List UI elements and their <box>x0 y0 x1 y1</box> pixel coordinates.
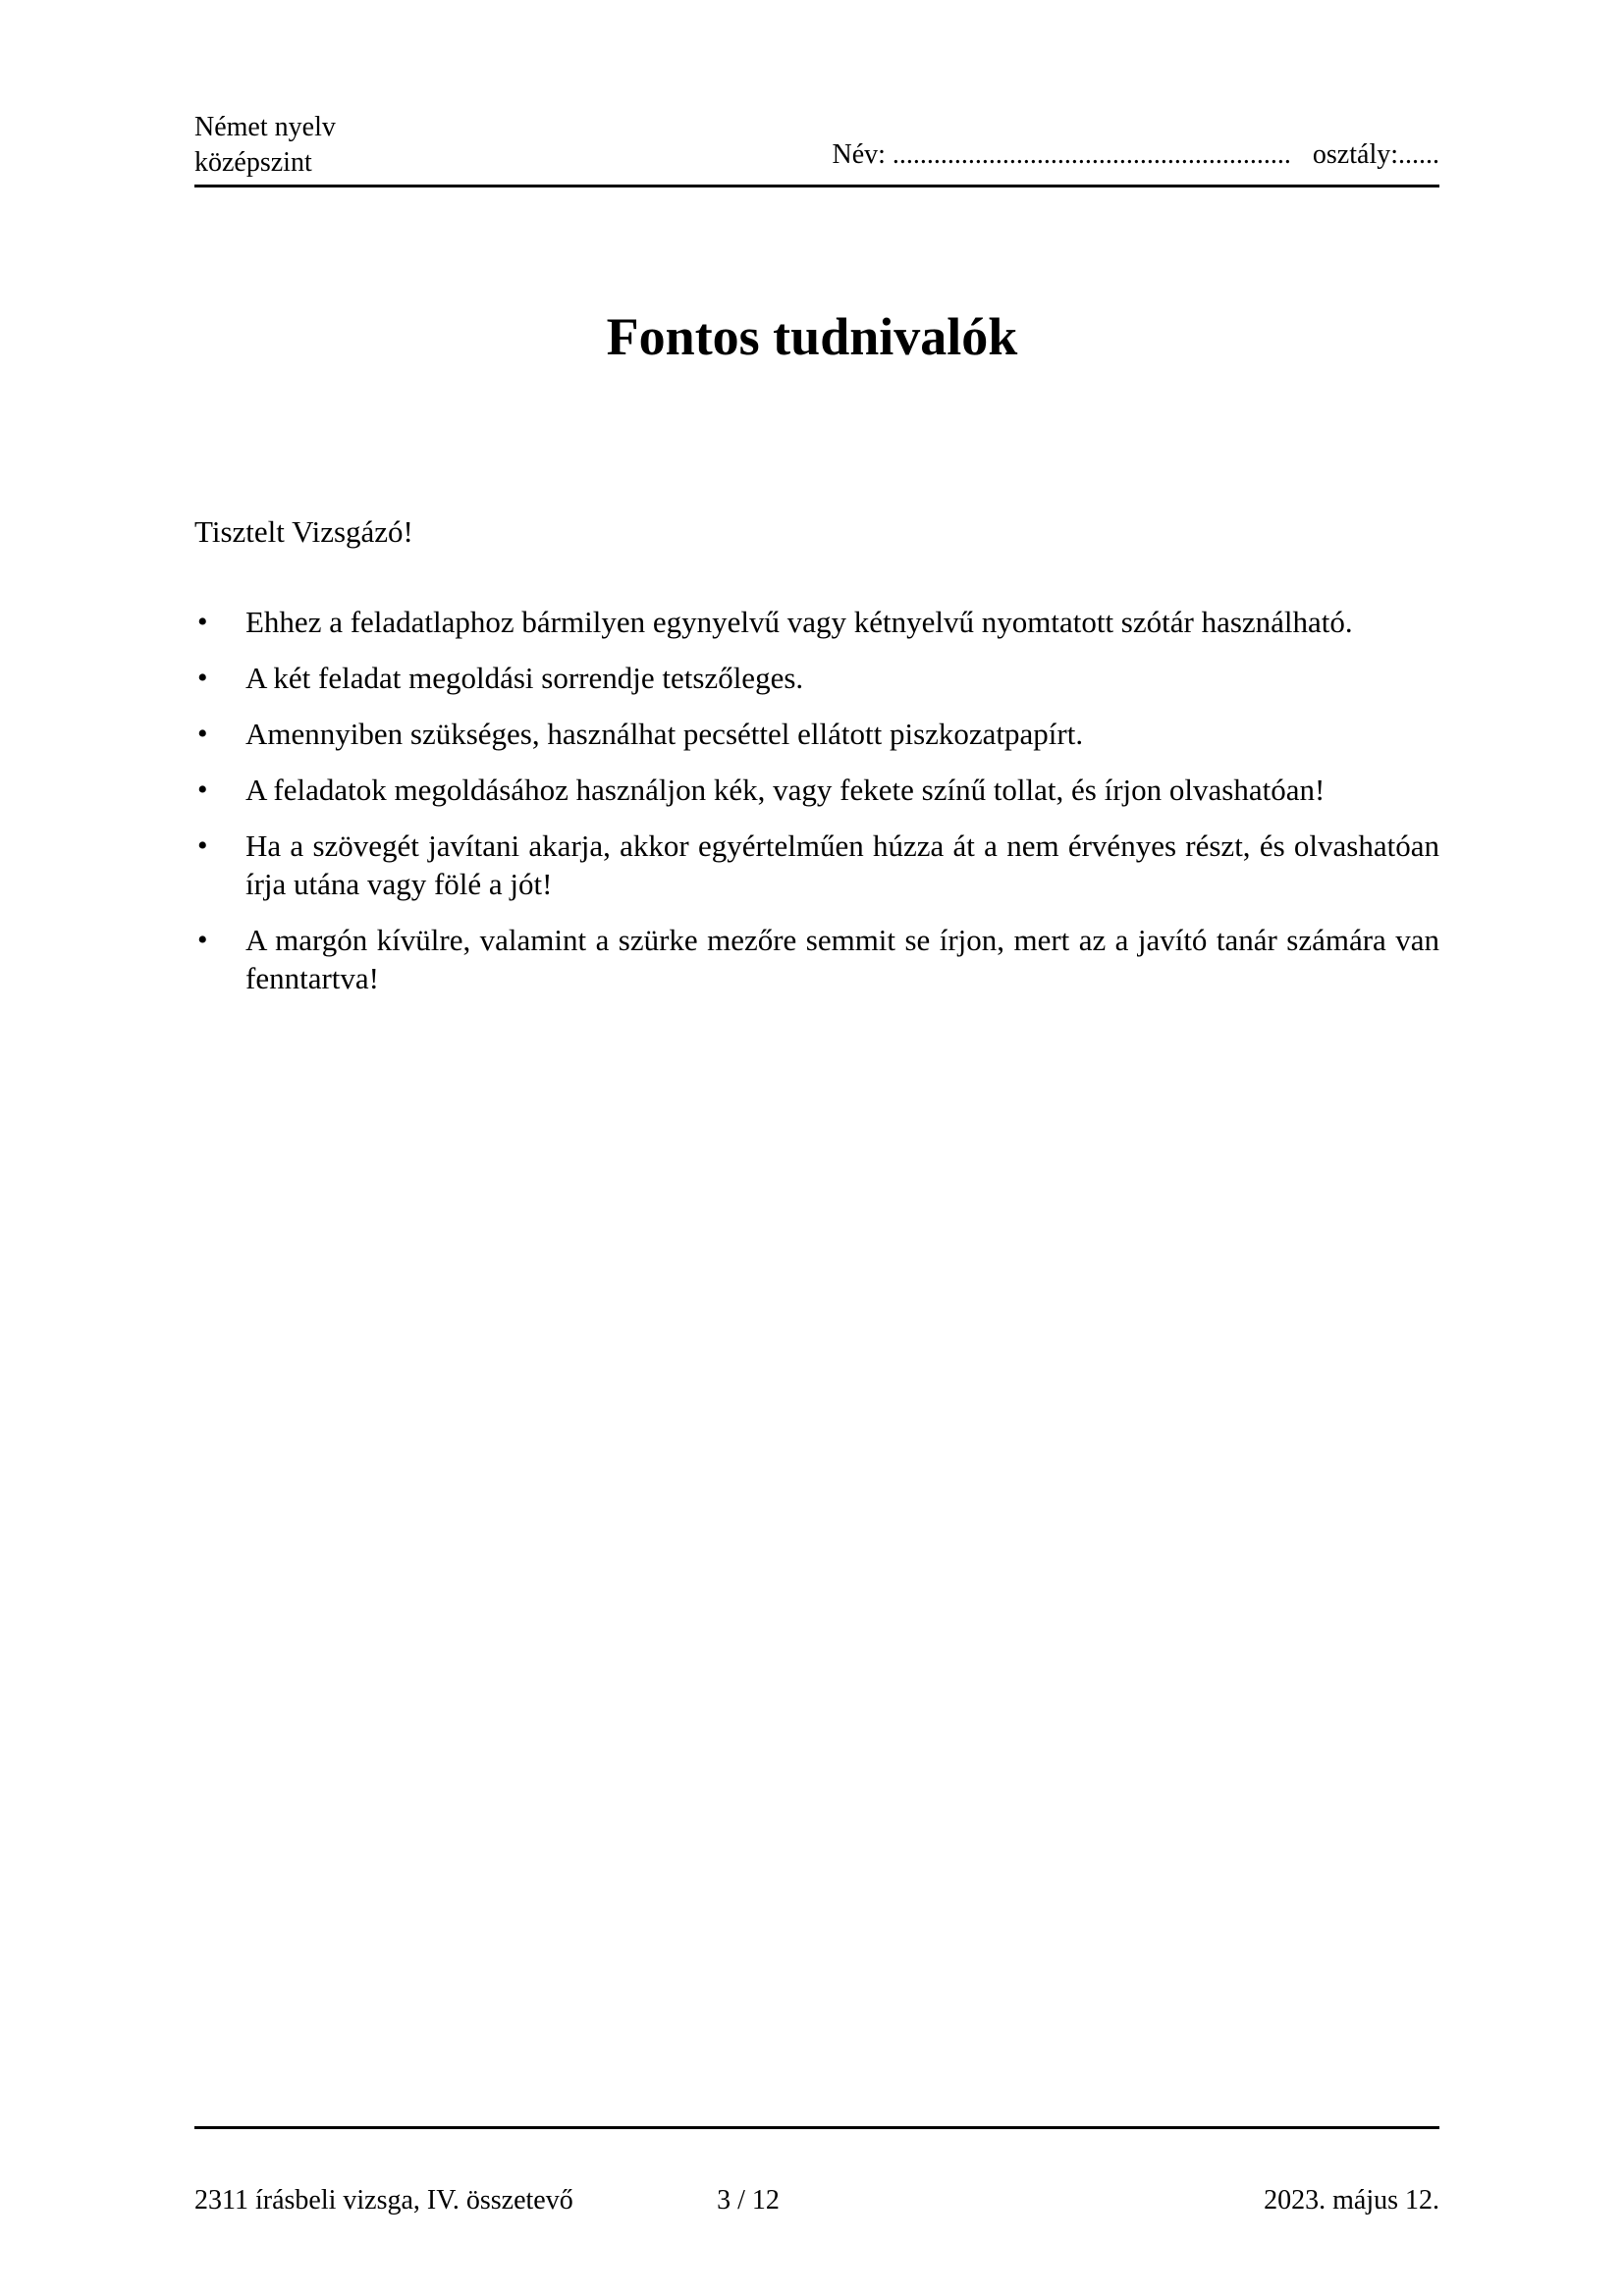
bullet-icon: • <box>197 924 208 956</box>
header-level: középszint <box>194 147 312 178</box>
class-field: osztály:...... <box>1312 139 1439 170</box>
rule-text: A feladatok megoldásához használjon kék, vagy fekete színű tollat, és írjon olvashatóan! <box>245 773 1326 807</box>
list-item <box>194 921 1439 997</box>
rule-text: Ehhez a feladatlaphoz bármilyen egynyelvű vagy kétnyelvű nyomtatott szótár használható. <box>245 605 1353 639</box>
rule-text: Ha a szövegét javítani akarja, akkor egyértelműen húzza át a nem érvényes részt, és olvashatóan írja utána vagy fölé a jót! <box>245 828 1439 901</box>
bullet-icon: • <box>197 829 208 862</box>
page-title: Fontos tudnivalók <box>606 307 1018 366</box>
name-field: Név: .......................................................... <box>832 139 1291 170</box>
bullet-icon: • <box>197 606 208 638</box>
list-item <box>194 771 1439 809</box>
list-item <box>194 603 1439 641</box>
page-footer <box>194 2126 1439 2220</box>
header-subject-block <box>194 110 336 181</box>
bullet-icon: • <box>197 662 208 694</box>
rule-text: A két feladat megoldási sorrendje tetszőleges. <box>245 661 804 695</box>
bullet-icon: • <box>197 774 208 806</box>
rule-text: A margón kívülre, valamint a szürke mezőre semmit se írjon, mert az a javító tanár számára van fenntartva! <box>245 923 1439 995</box>
rule-text: Amennyiben szükséges, használhat pecséttel ellátott piszkozatpapírt. <box>245 717 1084 751</box>
footer-exam: 2311 írásbeli vizsga, IV. összetevő <box>194 2185 573 2216</box>
footer-date: 2023. május 12. <box>1264 2185 1439 2216</box>
list-item <box>194 827 1439 903</box>
header-subject: Német nyelv <box>194 112 336 142</box>
bullet-icon: • <box>197 718 208 750</box>
rules-list <box>194 603 1439 1015</box>
list-item <box>194 659 1439 697</box>
page-header <box>194 110 1439 187</box>
greeting: Tisztelt Vizsgázó! <box>194 514 413 549</box>
footer-page-number: 3 / 12 <box>717 2185 780 2216</box>
header-name-class-fields <box>832 137 1439 173</box>
list-item <box>194 715 1439 753</box>
